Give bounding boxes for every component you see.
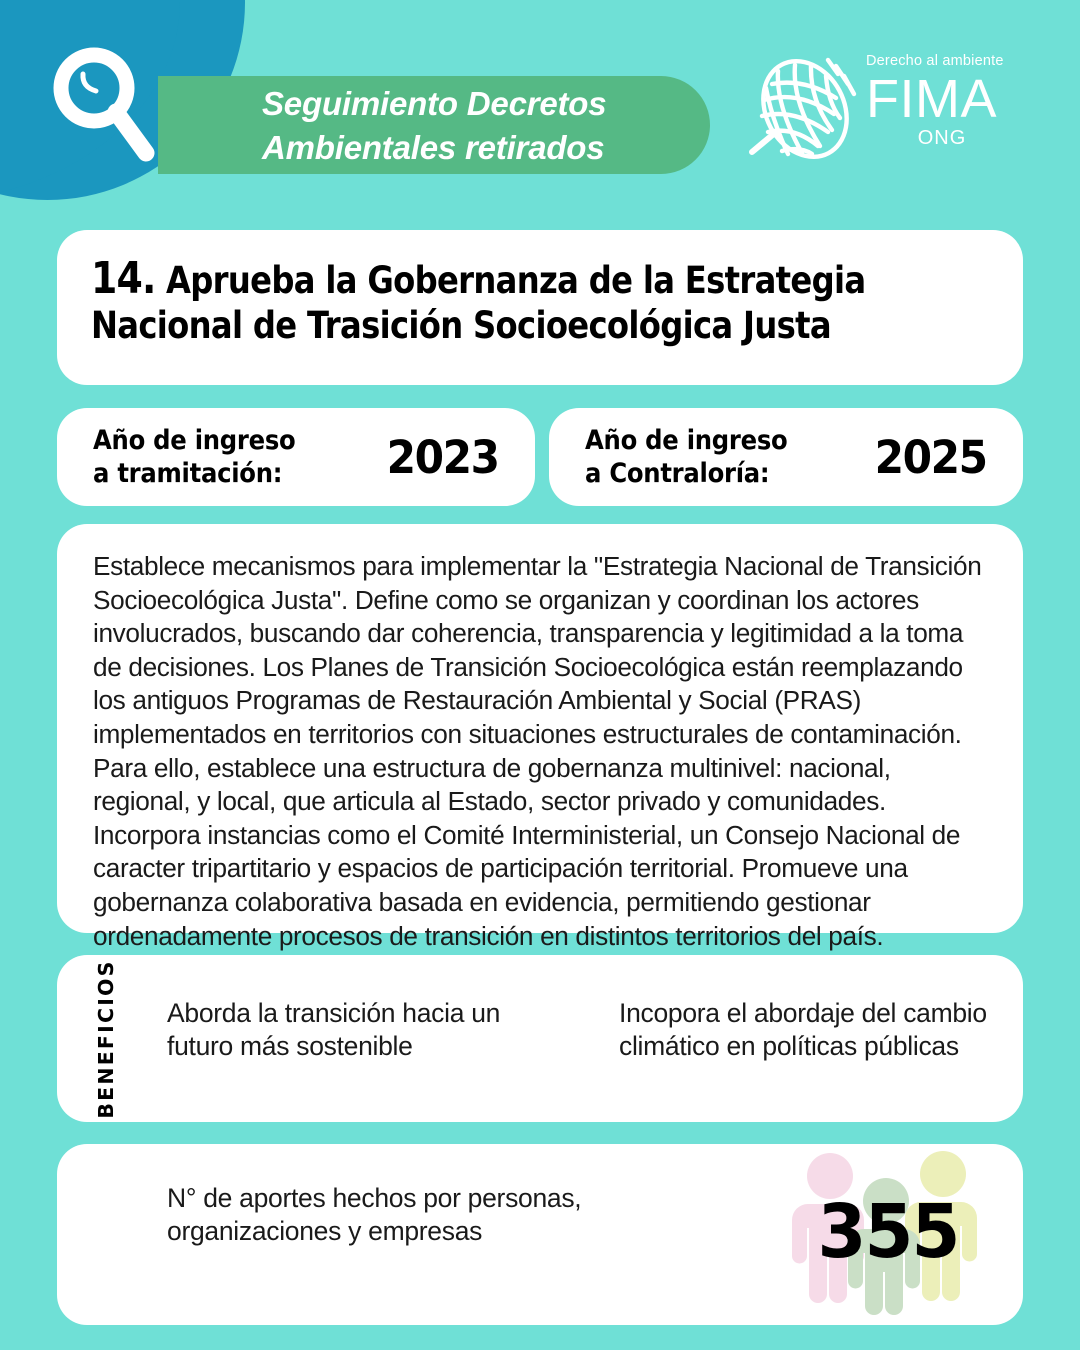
- year-processing-label: [93, 424, 295, 490]
- contributions-card: [57, 1144, 1023, 1325]
- series-title-line-2: Ambientales retirados: [262, 129, 605, 166]
- decree-number: 14.: [91, 253, 156, 304]
- benefit-item-1: Aborda la transición hacia un futuro más sostenible: [167, 998, 501, 1061]
- magnifier-icon: [48, 40, 158, 165]
- header-banner: [0, 0, 1080, 215]
- fima-ong: ONG: [917, 127, 967, 149]
- year-contraloria-card: [549, 408, 1023, 506]
- decree-title: Aprueba la Gobernanza de la Estrategia Nacional de Trasición Socioecológica Justa: [91, 258, 866, 347]
- year-processing-label-line-1: Año de ingreso: [93, 425, 296, 456]
- fima-wordmark: [866, 52, 1026, 149]
- fima-tagline: Derecho al ambiente: [866, 53, 1004, 69]
- fima-globe-net-icon: [748, 54, 860, 164]
- series-title-line-1: Seguimiento Decretos: [262, 85, 607, 122]
- benefit-item-2: Incopora el abordaje del cambio climático en políticas públicas: [619, 998, 987, 1061]
- benefits-label-wrap: [83, 955, 129, 1122]
- year-processing-card: [57, 408, 535, 506]
- year-contraloria-label: [585, 424, 787, 490]
- year-processing-value: 2023: [386, 430, 499, 484]
- year-contraloria-value: 2025: [874, 430, 987, 484]
- year-contraloria-label-line-2: a Contraloría:: [585, 458, 770, 489]
- contributions-count: 355: [817, 1189, 959, 1275]
- fima-name: FIMA: [866, 69, 997, 129]
- decree-title-text: [91, 253, 987, 348]
- contributions-label: N° de aportes hechos por personas, organizaciones y empresas: [167, 1183, 582, 1246]
- year-processing-label-line-2: a tramitación:: [93, 458, 283, 489]
- year-contraloria-label-line-1: Año de ingreso: [585, 425, 788, 456]
- decree-description-text: Establece mecanismos para implementar la "Estrategia Nacional de Transición Socioecológica Justa". Define como se organizan y coordinan los actores involucrados, buscando dar coherencia, transparencia y legitimidad a la toma de decisiones. Los Planes de Transición Socioecológica están reemplazando los antiguos Programas de Restauración Ambiental y Social (PRAS) implementados en territorios con situaciones estructurales de contaminación. Para ello, establece una estructura de gobernanza multinivel: nacional, regional, y local, que articula al Estado, sector privado y comunidades. Incorpora instancias como el Comité Interministerial, un Consejo Nacional de caracter tripartitario y espacios de participación territorial. Promueve una gobernanza colaborativa basada en evidencia, permitiendo gestionar ordenadamente procesos de transición en distintos territorios del país.: [93, 551, 982, 951]
- decree-title-card: [57, 230, 1023, 385]
- decree-description-card: [57, 524, 1023, 951]
- benefits-card: [57, 955, 1023, 1122]
- fima-logo: [748, 52, 1020, 167]
- series-title: [262, 82, 722, 170]
- benefits-section-label: BENEFICIOS: [94, 959, 118, 1119]
